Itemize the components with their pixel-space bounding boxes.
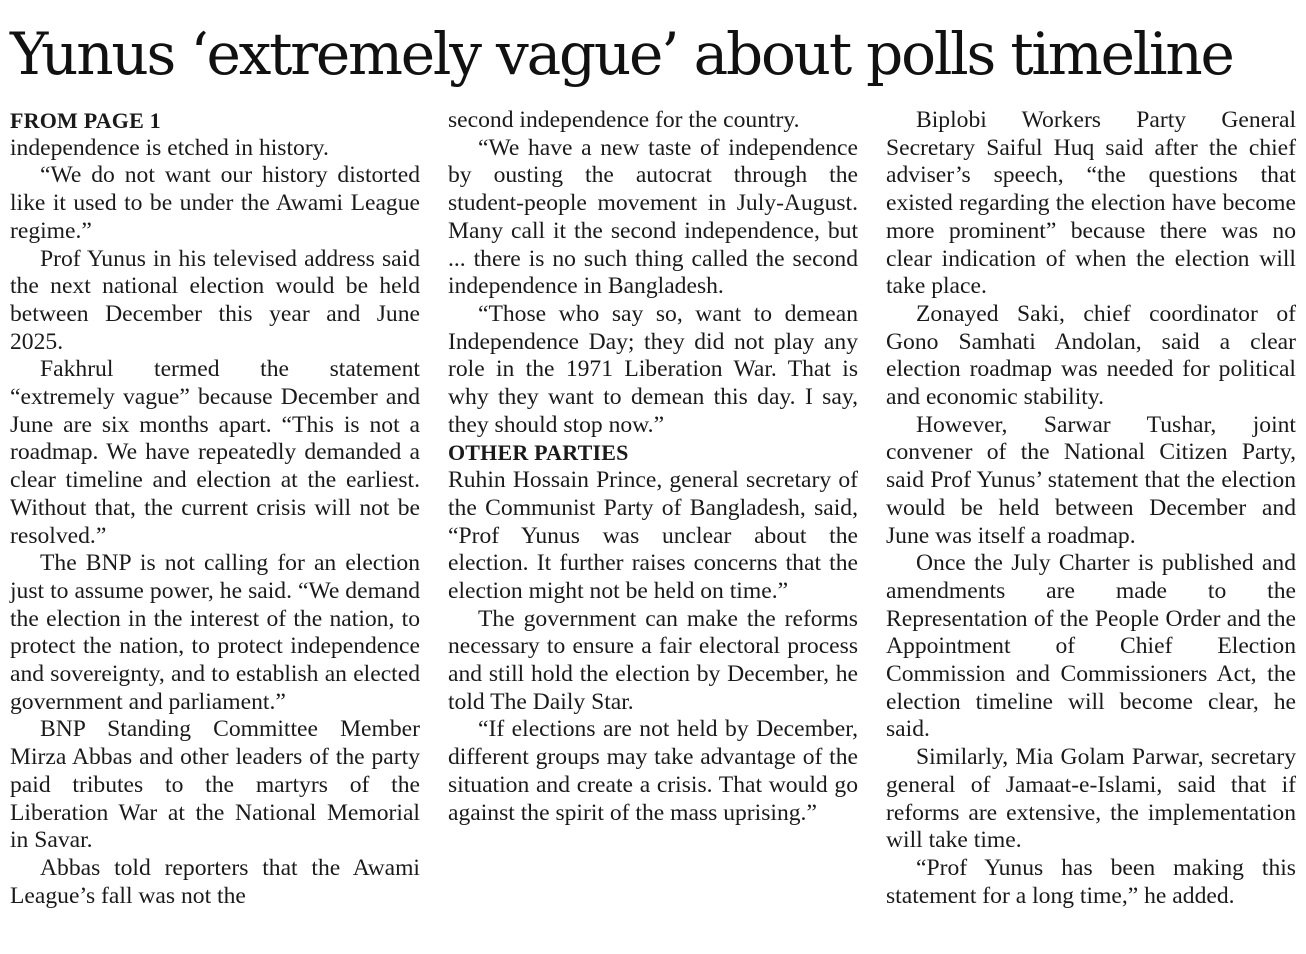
paragraph: Prof Yunus in his televised address said the next national election would be held between December this year and June 2025. <box>10 245 420 355</box>
paragraph: “We do not want our history distorted like it used to be under the Awami League regime.” <box>10 162 420 244</box>
headline: Yunus ‘extremely vague’ about polls timeline <box>10 20 1233 88</box>
paragraph: second independence for the country. <box>448 107 800 133</box>
paragraph: Ruhin Hossain Prince, general secretary of the Communist Party of Bangladesh, said, “Prof Yunus was unclear about the election. It further raises concerns that the election might not be held on time.” <box>448 467 858 604</box>
paragraph: Biplobi Workers Party General Secretary Saiful Huq said after the chief adviser’s speech, “the questions that existed regarding the election have become more prominent” because there was no clear indication of when the election will take place. <box>886 107 1296 300</box>
article-column-1 <box>10 107 420 910</box>
continuation-kicker: FROM PAGE 1 <box>10 108 161 133</box>
paragraph: Abbas told reporters that the Awami League’s fall was not the <box>10 854 420 909</box>
paragraph: Once the July Charter is published and amendments are made to the Representation of the People Order and the Appointment of Chief Election Commission and Commissioners Act, the election timeline will become clear, he said. <box>886 550 1296 743</box>
paragraph: Similarly, Mia Golam Parwar, secretary general of Jamaat-e-Islami, said that if reforms are extensive, the implementation will take time. <box>886 744 1296 854</box>
paragraph: Zonayed Saki, chief coordinator of Gono Samhati Andolan, said a clear election roadmap was needed for political and economic stability. <box>886 300 1296 411</box>
paragraph: The government can make the reforms necessary to ensure a fair electoral process and still hold the election by December, he told The Daily Star. <box>448 605 858 715</box>
article-column-3 <box>886 107 1296 910</box>
paragraph: “Prof Yunus has been making this statement for a long time,” he added. <box>886 854 1296 909</box>
paragraph: “If elections are not held by December, different groups may take advantage of the situation and create a crisis. That would go against the spirit of the mass uprising.” <box>448 716 858 826</box>
paragraph: Fakhrul termed the statement “extremely vague” because December and June are six months apart. “This is not a roadmap. We have repeatedly demanded a clear timeline and election at the earliest. Without that, the current crisis will not be resolved.” <box>10 356 420 549</box>
paragraph: independence is etched in history. <box>10 134 329 161</box>
paragraph: The BNP is not calling for an election just to assume power, he said. “We demand the election in the interest of the nation, to protect the nation, to protect independence and sovereignty, and to establish an elected government and parliament.” <box>10 550 420 715</box>
paragraph: “We have a new taste of independence by ousting the autocrat through the student-people movement in July-August. Many call it the second independence, but ... there is no such thing called the second independence in Bangladesh. <box>448 134 858 300</box>
subhead-other-parties: OTHER PARTIES <box>448 440 629 466</box>
article-column-2 <box>448 107 858 827</box>
paragraph: However, Sarwar Tushar, joint convener of the National Citizen Party, said Prof Yunus’ statement that the election would be held between December and June was itself a roadmap. <box>886 411 1296 549</box>
paragraph: BNP Standing Committee Member Mirza Abbas and other leaders of the party paid tributes to the martyrs of the Liberation War at the National Memorial in Savar. <box>10 716 420 854</box>
paragraph: “Those who say so, want to demean Independence Day; they did not play any role in the 1971 Liberation War. That is why they want to demean this day. I say, they should stop now.” <box>448 300 858 438</box>
